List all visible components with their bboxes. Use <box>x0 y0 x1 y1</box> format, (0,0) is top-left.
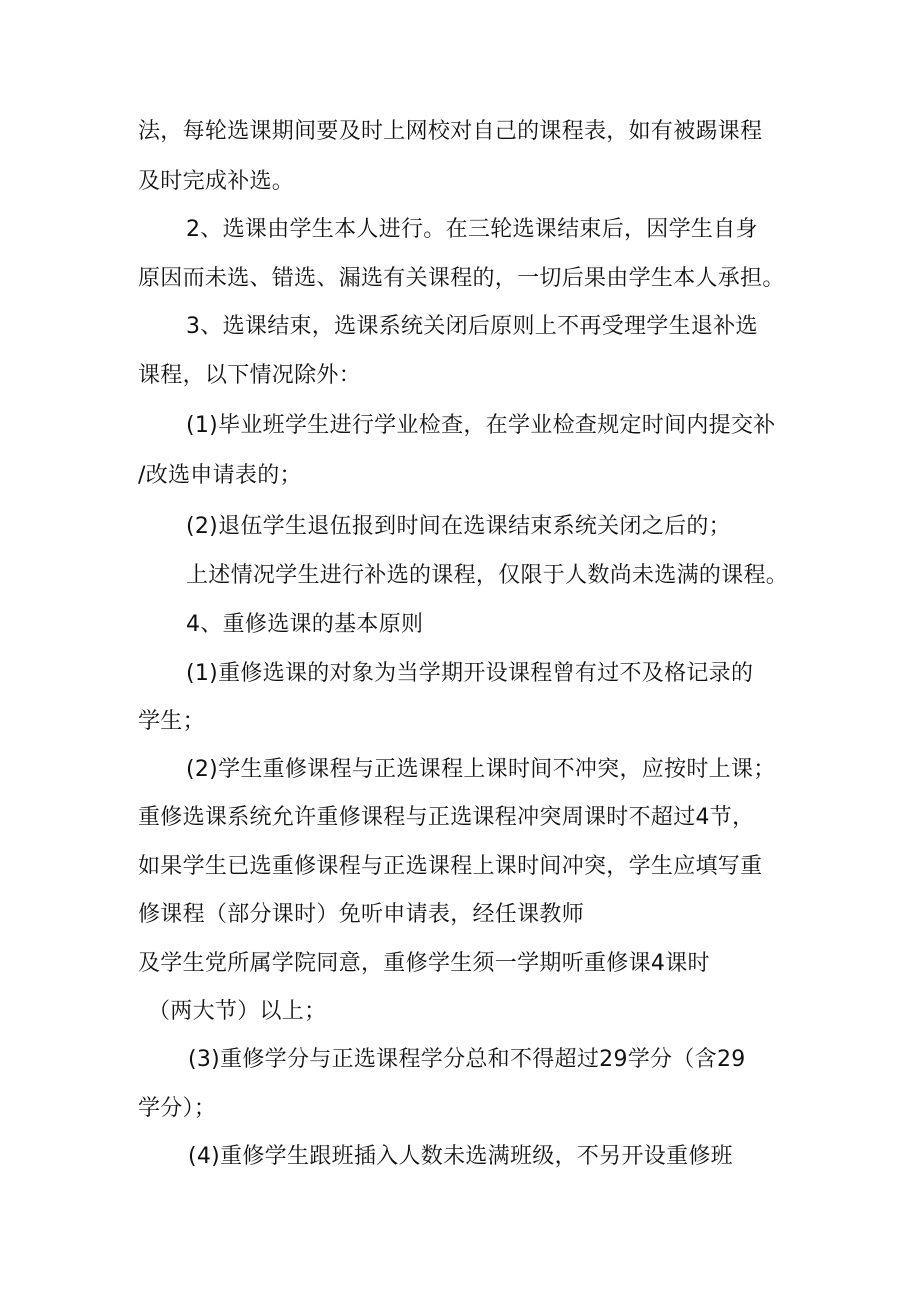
text-line: 法，每轮选课期间要及时上网校对自己的课程表，如有被踢课程 <box>138 119 763 144</box>
text-line: （两大节）以上； <box>148 999 327 1024</box>
text-line: 3、选课结束，选课系统关闭后原则上不再受理学生退补选 <box>186 314 758 339</box>
text-line: (2)学生重修课程与正选课程上课时间不冲突，应按时上课； <box>186 757 776 782</box>
text-line: 2、选课由学生本人进行。在三轮选课结束后，因学生自身 <box>186 217 758 242</box>
text-line: 4、重修选课的基本原则 <box>186 612 424 637</box>
text-line: 如果学生已选重修课程与正选课程上课时间冲突，学生应填写重 <box>138 854 763 879</box>
text-line: (3)重修学分与正选课程学分总和不得超过29学分（含29 <box>188 1047 746 1072</box>
text-line: 上述情况学生进行补选的课程，仅限于人数尚未选满的课程。 <box>186 563 789 588</box>
text-line: 及学生党所属学院同意，重修学生须一学期听重修课4课时 <box>138 951 710 976</box>
text-line: 课程，以下情况除外： <box>138 363 362 388</box>
text-line: (4)重修学生跟班插入人数未选满班级，不另开设重修班 <box>188 1144 733 1169</box>
text-line: 及时完成补选。 <box>138 169 295 194</box>
text-line: 修课程（部分课时）免听申请表，经任课教师 <box>138 902 585 927</box>
text-line: 学分）； <box>138 1096 217 1121</box>
text-line: 学生； <box>138 709 205 734</box>
text-line: (2)退伍学生退伍报到时间在选课结束系统关闭之后的； <box>186 514 731 539</box>
text-line: (1)重修选课的对象为当学期开设课程曾有过不及格记录的 <box>186 661 754 686</box>
text-line: 重修选课系统允许重修课程与正选课程冲突周课时不超过4节， <box>138 805 755 830</box>
text-line: /改选申请表的； <box>138 463 302 488</box>
text-line: 原因而未选、错选、漏选有关课程的，一切后果由学生本人承担。 <box>138 266 785 291</box>
text-line: (1)毕业班学生进行学业检查，在学业检查规定时间内提交补 <box>186 413 776 438</box>
